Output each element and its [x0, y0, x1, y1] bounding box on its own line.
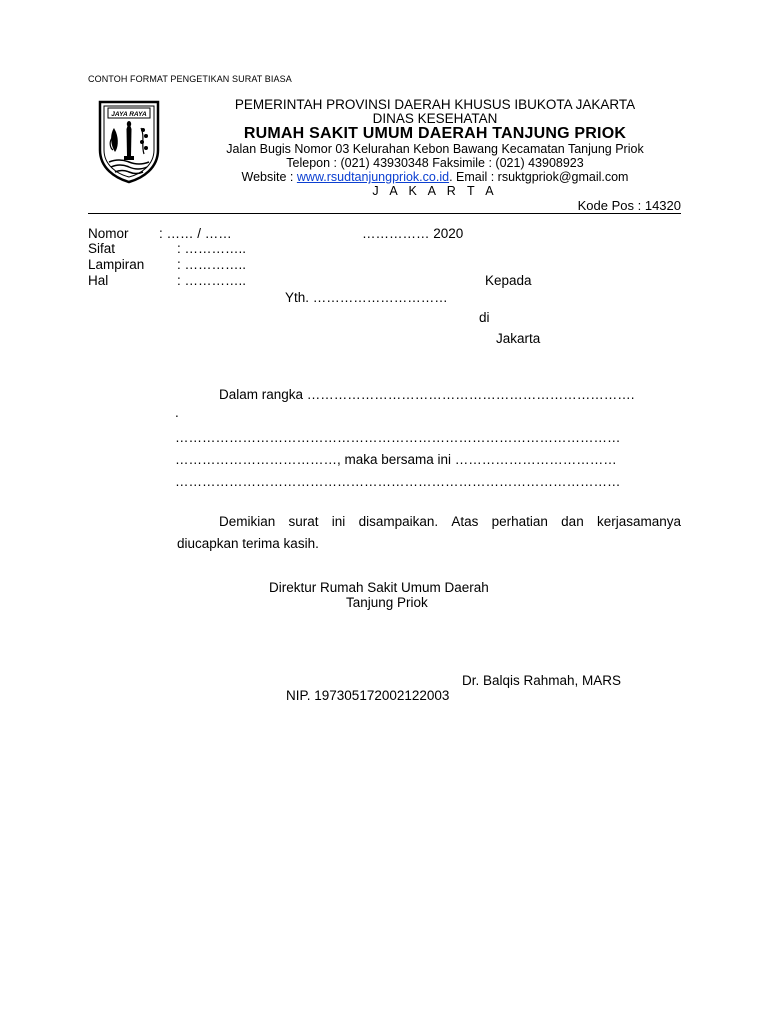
signatory-name: Dr. Balqis Rahmah, MARS	[462, 673, 622, 688]
postal-code: Kode Pos : 14320	[577, 198, 681, 213]
recipient-city: Jakarta	[496, 331, 541, 346]
closing-word: surat	[288, 514, 319, 529]
website-label: Website :	[241, 170, 297, 184]
hal-label: Hal	[88, 273, 109, 288]
body-line-5: ………………………………………………………………………………………	[175, 474, 621, 489]
lampiran-label: Lampiran	[88, 257, 145, 272]
recipient-yth: Yth. …………………………	[285, 290, 448, 305]
svg-text:JAYA RAYA: JAYA RAYA	[111, 111, 147, 118]
closing-line-1	[219, 514, 681, 529]
letter-date: …………… 2020	[362, 226, 464, 241]
body-line-2: .	[175, 405, 179, 420]
recipient-di: di	[479, 310, 490, 325]
hal-value: : …………..	[177, 273, 247, 288]
email-text: . Email : rsuktgpriok@gmail.com	[449, 170, 629, 184]
closing-line-2: diucapkan terima kasih.	[177, 536, 319, 551]
letterhead-address: Jalan Bugis Nomor 03 Kelurahan Kebon Bawang Kecamatan Tanjung Priok	[226, 142, 644, 156]
letterhead-department: DINAS KESEHATAN	[372, 111, 498, 126]
letterhead-divider	[88, 213, 681, 214]
sifat-label: Sifat	[88, 241, 116, 256]
closing-word: Demikian	[219, 514, 276, 529]
nomor-value: : …… / ……	[159, 226, 232, 241]
signatory-title-line-2: Tanjung Priok	[346, 595, 428, 610]
letterhead-city: J A K A R T A	[372, 184, 498, 198]
sifat-value: : …………..	[177, 241, 247, 256]
nomor-label: Nomor	[88, 226, 129, 241]
signatory-nip: NIP. 197305172002122003	[286, 688, 450, 703]
recipient-kepada: Kepada	[485, 273, 532, 288]
website-link[interactable]: www.rsudtanjungpriok.co.id	[296, 170, 450, 184]
closing-word: kerjasamanya	[596, 514, 681, 529]
closing-word: ini	[331, 514, 346, 529]
closing-word: Atas	[451, 514, 479, 529]
jaya-raya-emblem-icon	[97, 98, 161, 184]
letterhead-hospital-name: RUMAH SAKIT UMUM DAERAH TANJUNG PRIOK	[243, 125, 627, 142]
body-line-3: ………………………………………………………………………………………	[175, 430, 621, 445]
body-line-4: ………………………………, maka bersama ini ………………………………	[175, 452, 617, 467]
document-caption: CONTOH FORMAT PENGETIKAN SURAT BIASA	[88, 74, 292, 84]
letterhead-phone: Telepon : (021) 43930348 Faksimile : (021) 43908923	[286, 156, 584, 170]
body-line-1: Dalam rangka ……………………………………………………………….	[219, 387, 635, 402]
letterhead-province: PEMERINTAH PROVINSI DAERAH KHUSUS IBUKOTA JAKARTA	[234, 97, 636, 112]
closing-word: perhatian	[491, 514, 548, 529]
closing-word: disampaikan.	[358, 514, 439, 529]
lampiran-value: : …………..	[177, 257, 247, 272]
letterhead-contact	[160, 170, 710, 184]
closing-word: dan	[561, 514, 584, 529]
signatory-title-line-1: Direktur Rumah Sakit Umum Daerah	[269, 580, 489, 595]
